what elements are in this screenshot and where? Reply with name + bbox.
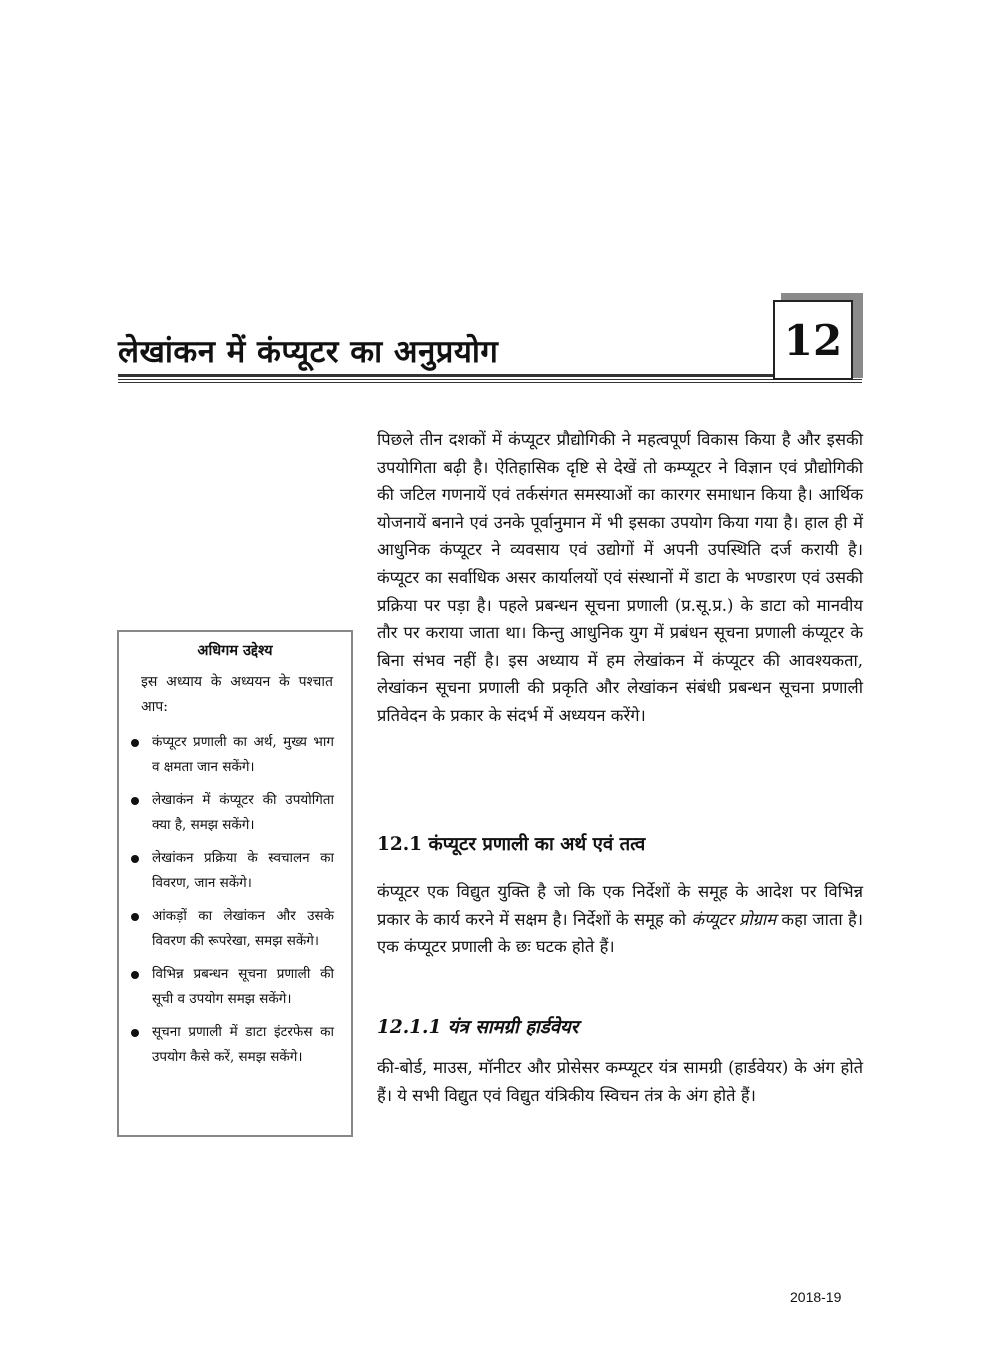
bullet-icon (131, 739, 139, 747)
list-item (129, 1020, 334, 1070)
list-item-text: सूचना प्रणाली में डाटा इंटरफेस का उपयोग कैसे करें, समझ सकेंगे। (152, 1024, 334, 1065)
list-item-text: विभिन्न प्रबन्धन सूचना प्रणाली की सूची व उपयोग समझ सकेंगे। (152, 966, 334, 1007)
section-heading-12-1: 12.1 कंप्यूटर प्रणाली का अर्थ एवं तत्व (377, 834, 646, 855)
learning-objectives-list (129, 730, 334, 1078)
chapter-title: लेखांकन में कंप्यूटर का अनुप्रयोग (118, 334, 499, 370)
list-item-text: आंकड़ों का लेखांकन और उसके विवरण की रूपरेखा, समझ सकेंगे। (152, 908, 334, 949)
chapter-number-box (773, 300, 853, 380)
list-item-text: कंप्यूटर प्रणाली का अर्थ, मुख्य भाग व क्षमता जान सकेंगे। (152, 734, 334, 775)
section-12-1-text-after: कहा जाता है। एक कंप्यूटर प्रणाली के छः घटक होते हैं। (377, 909, 863, 956)
learning-objectives-title: अधिगम उद्देश्य (197, 642, 273, 659)
bullet-icon (131, 971, 139, 979)
title-underline-thin (118, 379, 862, 380)
list-item-text: लेखाकंन में कंप्यूटर की उपयोगिता क्या है, समझ सकेंगे। (152, 792, 334, 833)
chapter-number: 12 (783, 315, 843, 365)
list-item (129, 788, 334, 838)
list-item (129, 846, 334, 896)
learning-objectives-box (117, 630, 353, 1137)
bullet-icon (131, 913, 139, 921)
section-heading-12-1-1: 12.1.1 यंत्र सामग्री हार्डवेयर (377, 1017, 579, 1038)
list-item-text: लेखांकन प्रक्रिया के स्वचालन का विवरण, जान सकेंगे। (152, 850, 334, 891)
list-item (129, 962, 334, 1012)
intro-paragraph: पिछले तीन दशकों में कंप्यूटर प्रौद्योगिकी ने महत्वपूर्ण विकास किया है और इसकी उपयोगिता बढ़ी है। ऐतिहासिक दृष्टि से देखें तो कम्प्यूटर ने विज्ञान एवं प्रौद्योगिकी की जटिल गणनायें एवं तर्कसंगत समस्याओं का कारगर समाधान किया है। आर्थिक योजनायें बनाने एवं उनके पूर्वानुमान में भी इसका उपयोग किया गया है। हाल ही में आधुनिक कंप्यूटर ने व्यवसाय एवं उद्योगों में अपनी उपस्थिति दर्ज करायी है। कंप्यूटर का सर्वाधिक असर कार्यालयों एवं संस्थानों में डाटा के भण्डारण एवं उसकी प्रक्रिया पर पड़ा है। पहले प्रबन्धन सूचना प्रणाली (प्र.सू.प्र.) के डाटा को मानवीय तौर पर कराया जाता था। किन्तु आधुनिक युग में प्रबंधन सूचना प्रणाली कंप्यूटर के बिना संभव नहीं है। इस अध्याय में हम लेखांकन में कंप्यूटर की आवश्यकता, लेखांकन सूचना प्रणाली की प्रकृति और लेखांकन संबंधी प्रबन्धन सूचना प्रणाली प्रतिवेदन के प्रकार के संदर्भ में अध्ययन करेंगे। (377, 430, 863, 725)
learning-objectives-intro: इस अध्याय के अध्ययन के पश्चात आप: (141, 674, 333, 715)
title-underline-thin-2 (118, 382, 862, 383)
section-12-1-paragraph (377, 878, 863, 961)
list-item (129, 904, 334, 954)
bullet-icon (131, 855, 139, 863)
section-12-1-italic-term: कंप्यूटर प्रोग्राम (691, 909, 777, 929)
footer-year: 2018-19 (790, 1289, 842, 1305)
section-12-1-text-before: कंप्यूटर एक विद्युत युक्ति है जो कि एक निर्देशों के समूह के आदेश पर विभिन्न प्रकार के कार्य करने में सक्षम है। निर्देशों के समूह को (377, 882, 863, 929)
bullet-icon (131, 797, 139, 805)
title-underline-thick (118, 374, 862, 377)
bullet-icon (131, 1029, 139, 1037)
section-12-1-1-paragraph: की-बोर्ड, माउस, मॉनीटर और प्रोसेसर कम्प्यूटर यंत्र सामग्री (हार्डवेयर) के अंग होते हैं। ये सभी विद्युत एवं विद्युत यंत्रिकीय स्विचन तंत्र के अंग होते हैं। (377, 1058, 863, 1105)
list-item (129, 730, 334, 780)
